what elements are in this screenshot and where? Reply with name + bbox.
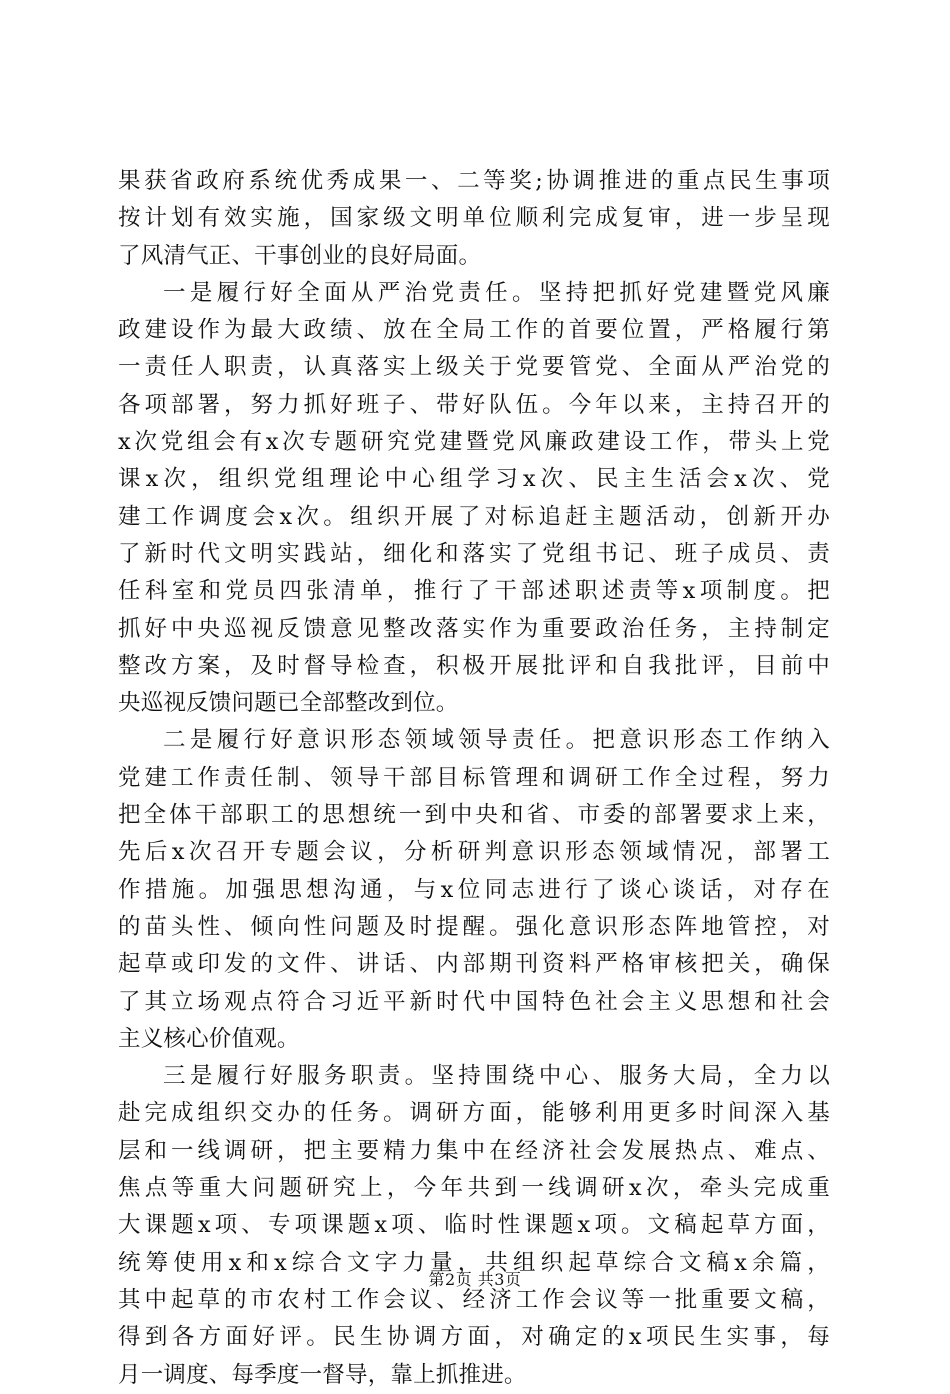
text-line: 其中起草的市农村工作会议、经济工作会议等一批重要文稿，	[118, 1286, 830, 1313]
text-line: 整改方案，及时督导检查，积极开展批评和自我批评，目前中	[118, 652, 830, 679]
text-line: 得到各方面好评。民生协调方面，对确定的x项民生实事，每	[118, 1324, 830, 1351]
text-line: x次党组会有x次专题研究党建暨党风廉政建设工作，带头上党	[118, 429, 830, 456]
text-line: 课x次，组织党组理论中心组学习x次、民主生活会x次、党	[118, 466, 830, 493]
document-body	[118, 163, 830, 1394]
text-line: 了其立场观点符合习近平新时代中国特色社会主义思想和社会	[118, 988, 830, 1015]
text-line: 先后x次召开专题会议，分析研判意识形态领域情况，部署工	[118, 839, 830, 866]
paragraph-start-line: 二是履行好意识形态领域领导责任。把意识形态工作纳入	[163, 727, 830, 754]
text-line: 按计划有效实施，国家级文明单位顺利完成复审，进一步呈现	[118, 205, 830, 232]
text-line: 焦点等重大问题研究上，今年共到一线调研x次，牵头完成重	[118, 1175, 830, 1202]
text-line: 政建设作为最大政绩、放在全局工作的首要位置，严格履行第	[118, 317, 830, 344]
text-line: 大课题x项、专项课题x项、临时性课题x项。文稿起草方面，	[118, 1212, 830, 1239]
page-number-footer: 第2页 共3页	[428, 1270, 522, 1289]
text-line: 央巡视反馈问题已全部整改到位。	[118, 690, 459, 717]
text-line: 统筹使用x和x综合文字力量，共组织起草综合文稿x余篇，	[118, 1249, 830, 1276]
text-line: 果获省政府系统优秀成果一、二等奖;协调推进的重点民生事项	[118, 168, 830, 194]
text-line: 主义核心价值观。	[118, 1025, 300, 1052]
text-line: 的苗头性、倾向性问题及时提醒。强化意识形态阵地管控，对	[118, 913, 830, 940]
text-line: 抓好中央巡视反馈意见整改落实作为重要政治任务，主持制定	[118, 615, 830, 642]
text-line: 一责任人职责，认真落实上级关于党要管党、全面从严治党的	[118, 354, 830, 381]
text-line: 了风清气正、干事创业的良好局面。	[118, 242, 482, 269]
text-line: 赴完成组织交办的任务。调研方面，能够利用更多时间深入基	[118, 1100, 830, 1127]
text-line: 层和一线调研，把主要精力集中在经济社会发展热点、难点、	[118, 1137, 830, 1164]
text-line: 任科室和党员四张清单，推行了干部述职述责等x项制度。把	[118, 578, 830, 605]
text-line: 作措施。加强思想沟通，与x位同志进行了谈心谈话，对存在	[118, 876, 830, 903]
text-line: 建工作调度会x次。组织开展了对标追赶主题活动，创新开办	[118, 503, 830, 530]
text-line: 月一调度、每季度一督导，靠上抓推进。	[118, 1361, 527, 1388]
text-line: 起草或印发的文件、讲话、内部期刊资料严格审核把关，确保	[118, 951, 830, 978]
text-line: 党建工作责任制、领导干部目标管理和调研工作全过程，努力	[118, 764, 830, 791]
paragraph-start-line: 三是履行好服务职责。坚持围绕中心、服务大局，全力以	[163, 1063, 830, 1090]
text-line: 把全体干部职工的思想统一到中央和省、市委的部署要求上来，	[118, 802, 830, 829]
text-line: 各项部署，努力抓好班子、带好队伍。今年以来，主持召开的	[118, 391, 830, 418]
paragraph-start-line: 一是履行好全面从严治党责任。坚持把抓好党建暨党风廉	[163, 279, 830, 306]
text-line: 了新时代文明实践站，细化和落实了党组书记、班子成员、责	[118, 540, 830, 567]
